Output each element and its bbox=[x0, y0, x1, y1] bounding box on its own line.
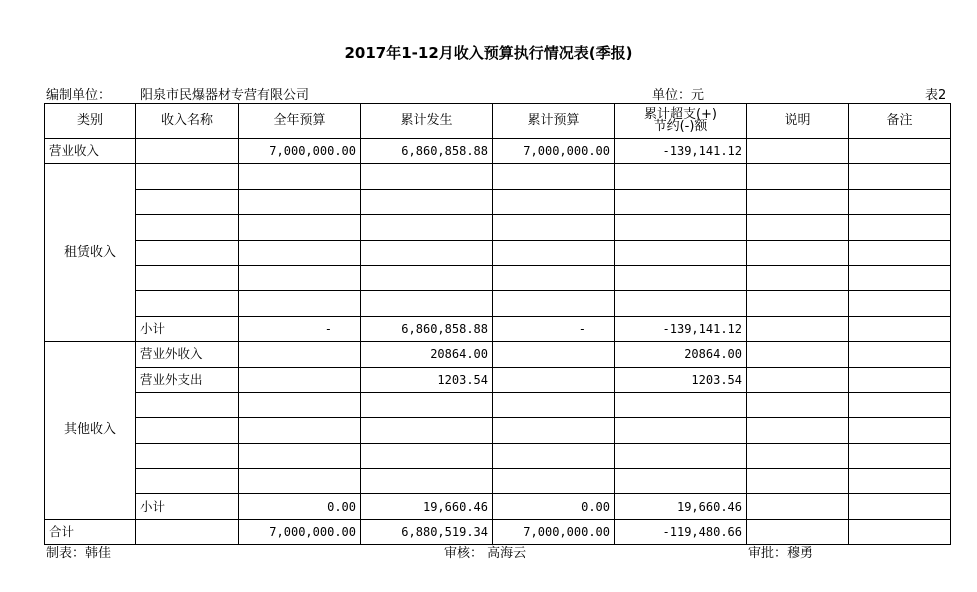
rental-subtotal-label: 小计 bbox=[136, 316, 239, 341]
table-row bbox=[45, 367, 951, 392]
other-item2-name: 营业外支出 bbox=[136, 367, 239, 392]
table-row bbox=[45, 291, 951, 316]
table-number: 表2 bbox=[925, 88, 947, 103]
header-category: 类别 bbox=[45, 104, 136, 139]
table-row bbox=[45, 189, 951, 214]
other-item2-variance: 1203.54 bbox=[615, 367, 747, 392]
other-item1-actual: 20864.00 bbox=[361, 342, 493, 367]
table-row bbox=[45, 240, 951, 265]
budget-table bbox=[44, 103, 951, 545]
table-row bbox=[45, 418, 951, 443]
header-variance bbox=[615, 104, 747, 139]
header-cum-budget: 累计预算 bbox=[493, 104, 615, 139]
table-row bbox=[45, 139, 951, 164]
other-subtotal-label: 小计 bbox=[136, 494, 239, 519]
rental-annual-budget: - bbox=[239, 316, 361, 341]
approved-by: 审批：穆勇 bbox=[748, 546, 814, 561]
rental-cum-actual: 6,860,858.88 bbox=[361, 316, 493, 341]
reviewed-by: 审核： 高海云 bbox=[444, 546, 527, 561]
operating-category: 营业收入 bbox=[45, 139, 136, 164]
rental-variance: -139,141.12 bbox=[615, 316, 747, 341]
other-item2-actual: 1203.54 bbox=[361, 367, 493, 392]
other-annual-budget: 0.00 bbox=[239, 494, 361, 519]
table-row bbox=[45, 316, 951, 341]
operating-annual-budget: 7,000,000.00 bbox=[239, 139, 361, 164]
total-cum-actual: 6,880,519.34 bbox=[361, 519, 493, 544]
total-label: 合计 bbox=[45, 519, 136, 544]
other-variance: 19,660.46 bbox=[615, 494, 747, 519]
prepared-by: 制表：韩佳 bbox=[46, 546, 112, 561]
header-cum-actual: 累计发生 bbox=[361, 104, 493, 139]
compiling-unit-name: 阳泉市民爆器材专营有限公司 bbox=[140, 88, 310, 103]
other-cum-actual: 19,660.46 bbox=[361, 494, 493, 519]
table-row bbox=[45, 392, 951, 417]
header-remarks: 备注 bbox=[849, 104, 951, 139]
table-row bbox=[45, 164, 951, 189]
header-variance-line2: 节约(-)额 bbox=[653, 119, 708, 134]
header-row bbox=[45, 104, 951, 139]
rental-category: 租赁收入 bbox=[45, 164, 136, 342]
header-name: 收入名称 bbox=[136, 104, 239, 139]
operating-variance: -139,141.12 bbox=[615, 139, 747, 164]
table-row bbox=[45, 469, 951, 494]
header-notes: 说明 bbox=[747, 104, 849, 139]
currency-unit: 单位：元 bbox=[652, 88, 705, 103]
table-row bbox=[45, 215, 951, 240]
operating-cum-actual: 6,860,858.88 bbox=[361, 139, 493, 164]
other-item1-name: 营业外收入 bbox=[136, 342, 239, 367]
compiling-unit-label: 编制单位： bbox=[46, 88, 112, 103]
other-category: 其他收入 bbox=[45, 342, 136, 520]
table-row bbox=[45, 443, 951, 468]
header-annual-budget: 全年预算 bbox=[239, 104, 361, 139]
total-row bbox=[45, 519, 951, 544]
table-row bbox=[45, 342, 951, 367]
total-cum-budget: 7,000,000.00 bbox=[493, 519, 615, 544]
other-cum-budget: 0.00 bbox=[493, 494, 615, 519]
table-row bbox=[45, 265, 951, 290]
operating-cum-budget: 7,000,000.00 bbox=[493, 139, 615, 164]
total-annual-budget: 7,000,000.00 bbox=[239, 519, 361, 544]
rental-cum-budget: - bbox=[493, 316, 615, 341]
table-row bbox=[45, 494, 951, 519]
header-variance-line1: 累计超支(+) bbox=[643, 107, 718, 122]
other-item1-variance: 20864.00 bbox=[615, 342, 747, 367]
report-title: 2017年1-12月收入预算执行情况表(季报) bbox=[344, 44, 633, 62]
total-variance: -119,480.66 bbox=[615, 519, 747, 544]
